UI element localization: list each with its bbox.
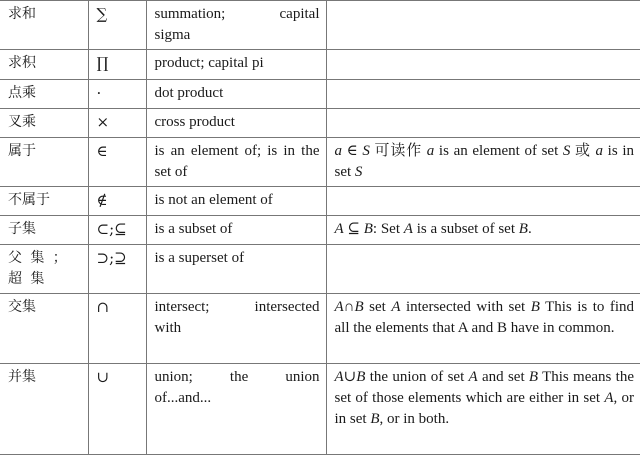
text: and set xyxy=(477,369,529,385)
text: 可读作 xyxy=(369,143,427,159)
example xyxy=(326,80,640,109)
table-row xyxy=(0,80,640,109)
meaning: is a superset of xyxy=(146,245,326,294)
example xyxy=(326,294,640,364)
meaning-word: capital xyxy=(279,6,320,22)
example xyxy=(326,245,640,294)
example xyxy=(326,187,640,216)
meaning-line: sigma xyxy=(154,27,191,43)
meaning-word: union xyxy=(285,369,320,385)
symbol: ⊂;⊆ xyxy=(88,216,146,245)
table-row xyxy=(0,138,640,187)
example xyxy=(326,364,640,455)
symbol: × xyxy=(88,109,146,138)
var: S xyxy=(354,164,363,180)
var: a xyxy=(426,143,435,159)
var: B xyxy=(518,221,528,237)
symbol: · xyxy=(88,80,146,109)
chinese-term: 叉乘 xyxy=(0,109,88,138)
example xyxy=(326,109,640,138)
text: set xyxy=(363,299,392,315)
text: ⊆ xyxy=(343,221,364,237)
var: A xyxy=(334,369,344,385)
text: , or in both. xyxy=(379,411,450,427)
var: S xyxy=(562,143,571,159)
var: A xyxy=(468,369,478,385)
chinese-term: 求积 xyxy=(0,50,88,80)
var: B xyxy=(356,369,366,385)
meaning xyxy=(146,1,326,50)
text: intersected with set xyxy=(400,299,531,315)
var: A xyxy=(403,221,413,237)
text: is in set xyxy=(334,143,634,180)
meaning: cross product xyxy=(146,109,326,138)
text: , or in set xyxy=(334,390,634,427)
meaning-line: with xyxy=(154,320,182,336)
text: This means the set of those elements which are either in set xyxy=(334,369,634,406)
symbol: ∉ xyxy=(88,187,146,216)
meaning-word: the xyxy=(229,369,249,385)
var: B xyxy=(363,221,373,237)
table-row xyxy=(0,364,640,455)
text: : Set xyxy=(372,221,404,237)
chinese-term: 求和 xyxy=(0,1,88,50)
text: . xyxy=(527,221,532,237)
var: A xyxy=(334,221,344,237)
meaning: product; capital pi xyxy=(146,50,326,80)
meaning: is a subset of xyxy=(146,216,326,245)
var: B xyxy=(528,369,539,385)
var: B xyxy=(354,299,364,315)
symbol: ⊃;⊇ xyxy=(88,245,146,294)
text: ∪ xyxy=(343,369,357,385)
meaning-word: intersect; xyxy=(154,299,210,315)
symbol: ∪ xyxy=(88,364,146,455)
symbol: ∈ xyxy=(88,138,146,187)
symbol: ∩ xyxy=(88,294,146,364)
meaning: is not an element of xyxy=(146,187,326,216)
chinese-term: 子集 xyxy=(0,216,88,245)
chinese-term: 属于 xyxy=(0,138,88,187)
meaning-word: intersected xyxy=(254,299,320,315)
meaning xyxy=(146,294,326,364)
text: ∩ xyxy=(343,299,355,315)
var: a xyxy=(595,143,604,159)
meaning: dot product xyxy=(146,80,326,109)
chinese-term: 并集 xyxy=(0,364,88,455)
chinese-term: 不属于 xyxy=(0,187,88,216)
table-row xyxy=(0,294,640,364)
var: S xyxy=(362,143,370,159)
table-row xyxy=(0,245,640,294)
chinese-term: 交集 xyxy=(0,294,88,364)
example xyxy=(326,138,640,187)
text: the union of set xyxy=(365,369,469,385)
text: is a subset of set xyxy=(412,221,519,237)
chinese-term: 父集；超集 xyxy=(0,245,88,294)
text: This is to find all the elements that A and B have in common. xyxy=(334,299,634,336)
var: A xyxy=(334,299,344,315)
meaning-word: union; xyxy=(154,369,193,385)
meaning-line: of...and... xyxy=(154,390,212,406)
example xyxy=(326,50,640,80)
chinese-term: 点乘 xyxy=(0,80,88,109)
meaning-word: summation; xyxy=(154,6,226,22)
table-row xyxy=(0,216,640,245)
example xyxy=(326,1,640,50)
var: A xyxy=(604,390,614,406)
table-row xyxy=(0,50,640,80)
var: B xyxy=(370,411,380,427)
var: A xyxy=(391,299,401,315)
var: a xyxy=(334,143,342,159)
symbol: ∏ xyxy=(88,50,146,80)
text: ∈ xyxy=(342,143,363,159)
text: 或 xyxy=(570,143,596,159)
meaning xyxy=(146,364,326,455)
table-row xyxy=(0,109,640,138)
symbol: ∑ xyxy=(88,1,146,50)
example xyxy=(326,216,640,245)
var: B xyxy=(530,299,540,315)
table-row xyxy=(0,1,640,50)
table-row xyxy=(0,187,640,216)
text: is an element of set xyxy=(434,143,563,159)
meaning: is an element of; is in the set of xyxy=(146,138,326,187)
